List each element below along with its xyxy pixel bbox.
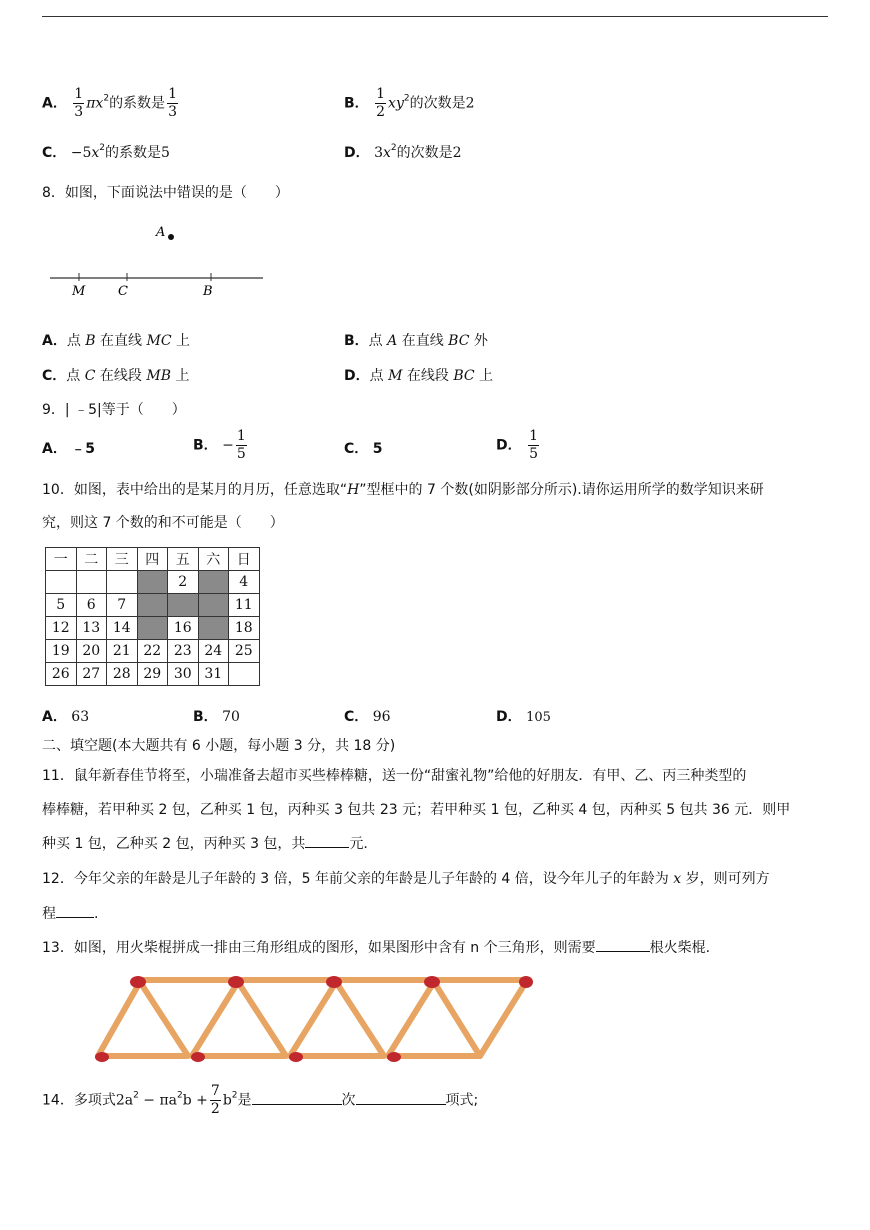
calendar-row <box>46 571 260 594</box>
calendar-row <box>46 663 260 686</box>
calendar-header-cell: 日 <box>229 548 260 571</box>
answer-blank <box>596 951 650 952</box>
q9-option-c: C． 5 <box>344 441 383 457</box>
q7-option-c: C． $-5x^2$的系数是5 <box>42 143 170 161</box>
answer-blank <box>252 1104 342 1105</box>
calendar-cell: 29 <box>137 663 168 686</box>
q10-stem-line2: 究，则这 7 个数的和不可能是（ ） <box>42 515 284 531</box>
q10-option-a: A． 63 <box>42 709 90 725</box>
fraction: $\frac{1}{3}$ <box>74 86 84 120</box>
calendar-cell <box>229 663 260 686</box>
section-heading: 二、填空题(本大题共有 6 小题，每小题 3 分，共 18 分) <box>42 738 396 754</box>
calendar-cell <box>76 571 107 594</box>
q11-line3: 种买 1 包，乙种买 2 包，丙种买 3 包，共 元. <box>42 836 368 852</box>
point-b-label: B <box>203 284 213 299</box>
calendar-cell: 13 <box>76 617 107 640</box>
q11-line2: 棒棒糖，若甲种买 2 包，乙种买 1 包，丙种买 3 包共 23 元；若甲种买 1 包，乙种买 4 包，丙种买 5 包共 36 元．则甲 <box>42 802 791 818</box>
calendar-header-row <box>46 548 260 571</box>
calendar-cell <box>107 571 138 594</box>
calendar-row <box>46 617 260 640</box>
point-m-label: M <box>72 284 86 299</box>
calendar-header-cell: 六 <box>198 548 229 571</box>
calendar-row <box>46 640 260 663</box>
calendar-cell: 27 <box>76 663 107 686</box>
q14-stem: 14．多项式$2a^2 - \pi a^2b$ + $\frac{7}{2}$ $b^2$是 次 项式; <box>42 1083 479 1117</box>
q7-option-d: D． $3x^2$的次数是2 <box>344 143 462 161</box>
answer-blank <box>56 917 94 918</box>
matchsticks <box>98 980 526 1056</box>
calendar-cell: 20 <box>76 640 107 663</box>
q10-option-c: C． 96 <box>344 709 391 725</box>
answer-blank <box>356 1104 446 1105</box>
calendar-cell: 16 <box>168 617 199 640</box>
q13-stem: 13．如图，用火柴棍拼成一排由三角形组成的图形，如果图形中含有 n 个三角形，则需要 根火柴棍. <box>42 940 711 956</box>
calendar-cell: 18 <box>229 617 260 640</box>
calendar-cell-shaded <box>198 594 229 617</box>
calendar-cell: 30 <box>168 663 199 686</box>
calendar-cell-shaded <box>137 571 168 594</box>
q9-option-a: A． ﹣5 <box>42 441 96 457</box>
calendar-header-cell: 一 <box>46 548 77 571</box>
calendar-table <box>45 547 260 686</box>
calendar-header-cell: 三 <box>107 548 138 571</box>
calendar-cell: 2 <box>168 571 199 594</box>
q10-option-b: B． 70 <box>193 709 240 725</box>
calendar-cell: 31 <box>198 663 229 686</box>
calendar-header-cell: 四 <box>137 548 168 571</box>
calendar-cell: 12 <box>46 617 77 640</box>
top-rule <box>42 16 828 17</box>
calendar-cell: 19 <box>46 640 77 663</box>
calendar-cell: 26 <box>46 663 77 686</box>
calendar-cell: 22 <box>137 640 168 663</box>
calendar-cell: 5 <box>46 594 77 617</box>
q12-line2: 程 . <box>42 906 99 922</box>
q10-option-d: D． 105 <box>496 709 551 725</box>
point-a-label: A <box>156 225 166 240</box>
calendar-cell <box>46 571 77 594</box>
q11-line1: 11．鼠年新春佳节将至，小瑞准备去超市买些棒棒糖，送一份“甜蜜礼物”给他的好朋友．有甲、乙、丙三种类型的 <box>42 768 747 784</box>
calendar-row <box>46 594 260 617</box>
answer-blank <box>305 847 349 848</box>
point-c-label: C <box>118 284 128 299</box>
calendar-cell: 6 <box>76 594 107 617</box>
q8-option-d: D．点 M 在线段 BC 上 <box>344 368 494 384</box>
matchstick-triangles-figure <box>88 968 533 1070</box>
q8-line-figure <box>45 220 270 300</box>
calendar-cell: 24 <box>198 640 229 663</box>
calendar-cell: 14 <box>107 617 138 640</box>
q8-stem: 8．如图，下面说法中错误的是（ ） <box>42 185 289 201</box>
q7-option-a: A． $\frac{1}{3}$ $\pi x^2$的系数是 $\frac{1}{3}$ <box>42 86 177 120</box>
q9-stem: 9．| ﹣5|等于（ ） <box>42 402 186 418</box>
q8-option-a: A．点 B 在直线 MC 上 <box>42 333 190 349</box>
calendar-cell: 4 <box>229 571 260 594</box>
calendar-cell: 7 <box>107 594 138 617</box>
calendar-header-cell: 二 <box>76 548 107 571</box>
calendar-cell-shaded <box>198 571 229 594</box>
calendar-cell: 23 <box>168 640 199 663</box>
calendar-cell: 28 <box>107 663 138 686</box>
calendar-cell-shaded <box>137 594 168 617</box>
q8-option-b: B．点 A 在直线 BC 外 <box>344 333 488 349</box>
calendar-cell-shaded <box>198 617 229 640</box>
calendar-cell-shaded <box>168 594 199 617</box>
q9-option-b: B． − $\frac{1}{5}$ <box>193 428 246 462</box>
q10-stem-line1: 10．如图，表中给出的是某月的月历，任意选取“H”型框中的 7 个数(如阴影部分所示).请你运用所学的数学知识来研 <box>42 482 764 498</box>
q7-option-b: B． $\frac{1}{2}$ $xy^2$的次数是2 <box>344 86 475 120</box>
q12-line1: 12．今年父亲的年龄是儿子年龄的 3 倍，5 年前父亲的年龄是儿子年龄的 4 倍，设今年儿子的年龄为 x 岁，则可列方 <box>42 871 770 887</box>
q8-option-c: C．点 C 在线段 MB 上 <box>42 368 190 384</box>
calendar-cell: 11 <box>229 594 260 617</box>
calendar-cell-shaded <box>137 617 168 640</box>
calendar-cell: 21 <box>107 640 138 663</box>
q9-option-d: D． $\frac{1}{5}$ <box>496 428 538 462</box>
calendar-cell: 25 <box>229 640 260 663</box>
calendar-header-cell: 五 <box>168 548 199 571</box>
